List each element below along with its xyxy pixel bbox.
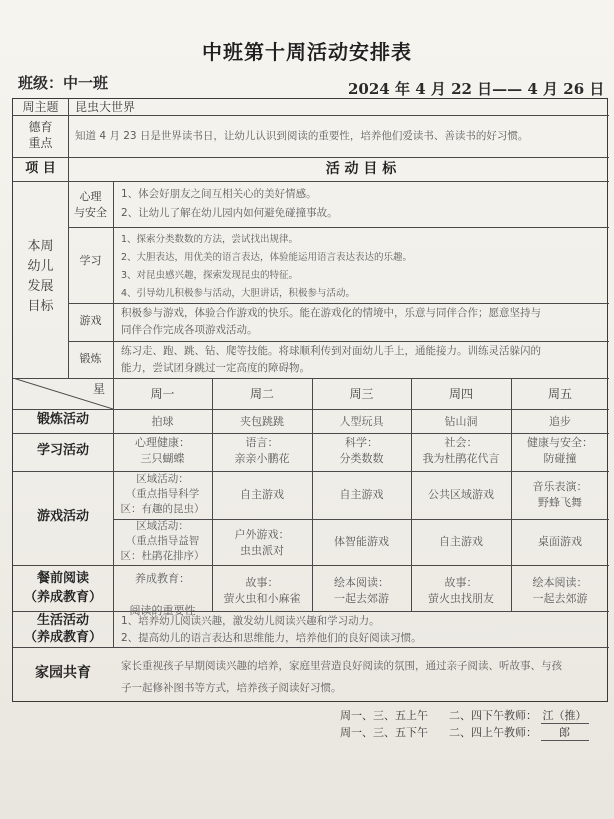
goal-line: 同伴合作完成各项游戏活动。 xyxy=(121,324,258,336)
theme-value: 昆虫大世界 xyxy=(75,100,136,114)
goals-side-label-line: 幼儿 xyxy=(27,259,54,274)
goal-line: 1、探索分类数数的方法，尝试找出规律。 xyxy=(121,234,299,245)
signature-name: 郎 xyxy=(541,724,589,741)
goals-side-label-line: 本周 xyxy=(27,239,54,254)
signature-shift: 周一、三、五下午 xyxy=(340,726,428,739)
schedule-cell: 夹包跳跳 xyxy=(240,415,284,428)
schedule-cell: 公共区域游戏 xyxy=(428,488,494,501)
row-label-game: 游戏活动 xyxy=(36,509,89,524)
goal-line: 2、让幼儿了解在幼儿园内如何避免碰撞事故。 xyxy=(121,207,338,219)
signature-shift: 周一、三、五上午 xyxy=(340,709,428,722)
row-divider xyxy=(13,565,609,566)
schedule-cell-line: 故事： xyxy=(444,576,478,589)
goal-lines-game xyxy=(121,305,605,339)
home-lines xyxy=(121,655,605,699)
moral-label-line: 德育 xyxy=(28,120,53,134)
row-label-reading xyxy=(13,569,113,607)
schedule-cell xyxy=(113,519,212,564)
row-label-line: 生活活动 xyxy=(36,613,89,628)
home-line: 家长重视孩子早期阅读兴趣的培养，家庭里营造良好阅读的氛围，通过亲子阅读、听故事、与孩 xyxy=(121,660,562,672)
schedule-cell-line: 绘本阅读： xyxy=(334,576,389,589)
goal-line: 3、对昆虫感兴趣，探索发现昆虫的特征。 xyxy=(121,270,299,281)
goals-side-label-line: 发展 xyxy=(27,279,54,294)
day-header: 周四 xyxy=(448,387,473,401)
signature-name: 江（推） xyxy=(542,709,587,722)
schedule-table xyxy=(12,98,608,702)
row-label-line: （养成教育） xyxy=(23,630,102,645)
row-divider xyxy=(68,227,609,228)
goal-lines-learning xyxy=(121,231,605,303)
row-divider xyxy=(13,181,609,182)
row-divider xyxy=(13,409,609,410)
schedule-cell-line: 绘本阅读： xyxy=(532,576,588,589)
schedule-cell-line: 亲亲小鹏花 xyxy=(234,452,290,465)
schedule-cell-line: 社会： xyxy=(444,436,478,449)
schedule-cell-line: 三只蝴蝶 xyxy=(140,452,185,465)
signature-line xyxy=(340,707,589,724)
schedule-cell-line xyxy=(113,587,212,603)
schedule-cell-line: 萤火虫找朋友 xyxy=(428,592,494,605)
schedule-cell xyxy=(113,472,212,517)
signature-teacher-label: 二、四上午教师： xyxy=(449,726,537,739)
date-range: 2024 年 4 月 22 日—— 4 月 26 日 xyxy=(348,80,605,98)
row-divider xyxy=(68,341,609,342)
schedule-cell xyxy=(511,479,609,511)
day-header: 周一 xyxy=(150,387,175,401)
schedule-cell-line: 区：杜鹃花排序） xyxy=(120,550,205,562)
goals-side-label xyxy=(13,237,68,317)
schedule-cell-line: 我为杜鹃花代言 xyxy=(422,452,500,465)
schedule-cell: 自主游戏 xyxy=(339,488,384,501)
schedule-cell-line: 分类数数 xyxy=(339,452,384,465)
schedule-cell: 自主游戏 xyxy=(240,488,284,501)
day-header: 周三 xyxy=(349,387,374,401)
schedule-cell-line: 虫虫派对 xyxy=(240,544,284,557)
schedule-cell: 体智能游戏 xyxy=(334,535,389,548)
col-divider xyxy=(68,99,69,378)
schedule-cell-line: 养成教育： xyxy=(135,572,190,585)
schedule-cell xyxy=(511,575,609,607)
day-header: 周二 xyxy=(249,387,274,401)
goals-side-label-line: 目标 xyxy=(27,299,54,314)
life-line: 2、提高幼儿的语言表达和思维能力，培养他们的良好阅读习惯。 xyxy=(121,632,422,644)
schedule-cell xyxy=(511,435,609,467)
schedule-cell-line: 语言： xyxy=(245,436,279,449)
theme-label: 周主题 xyxy=(22,100,59,114)
schedule-cell xyxy=(212,575,312,607)
schedule-cell: 自主游戏 xyxy=(439,535,483,548)
goal-area-psych xyxy=(68,189,113,221)
schedule-cell xyxy=(312,435,411,467)
moral-text: 知道 4 月 23 日是世界读书日，让幼儿认识到阅读的重要性，培养他们爱读书、善读书的好习惯。 xyxy=(75,130,529,142)
goal-line: 能力，尝试团身跳过一定高度的障碍物。 xyxy=(121,362,310,374)
schedule-cell: 桌面游戏 xyxy=(538,535,582,548)
home-line: 子一起修补图书等方式，培养孩子阅读好习惯。 xyxy=(121,682,342,694)
goal-area-exercise: 锻炼 xyxy=(79,352,102,365)
row-label-life xyxy=(13,612,113,646)
row-divider xyxy=(13,471,609,472)
schedule-cell-line: （重点指导科学 xyxy=(125,488,200,500)
moral-label xyxy=(13,119,68,151)
schedule-cell-line: 区域活动： xyxy=(136,520,189,532)
goal-area-game: 游戏 xyxy=(79,314,102,327)
schedule-cell: 人型玩具 xyxy=(339,415,384,428)
signature-line xyxy=(340,724,589,741)
schedule-cell-line: 心理健康： xyxy=(135,436,190,449)
schedule-cell xyxy=(113,571,212,619)
schedule-cell-line: 一起去郊游 xyxy=(532,592,588,605)
row-label-home: 家园共育 xyxy=(35,665,91,681)
schedule-cell xyxy=(312,575,411,607)
schedule-cell xyxy=(212,527,312,559)
goal-lines-exercise xyxy=(121,343,605,377)
row-divider xyxy=(13,647,609,648)
life-lines xyxy=(121,613,605,647)
goal-line: 4、引导幼儿积极参与活动，大胆讲话，积极参与活动。 xyxy=(121,288,356,299)
signature-teacher-label: 二、四下午教师： xyxy=(449,709,537,722)
day-header: 周五 xyxy=(547,387,572,401)
class-label: 班级：中一班 xyxy=(18,74,109,92)
schedule-cell-line: 户外游戏： xyxy=(234,528,290,541)
schedule-cell-line: 故事： xyxy=(245,576,279,589)
schedule-cell-line: 区域活动： xyxy=(136,473,189,485)
schedule-cell: 追步 xyxy=(549,415,571,428)
page-title: 中班第十周活动安排表 xyxy=(202,40,412,64)
schedule-cell-line: 一起去郊游 xyxy=(334,592,389,605)
row-label-line: 餐前阅读 xyxy=(36,571,89,586)
schedule-cell-line: 萤火虫和小麻雀 xyxy=(223,592,301,605)
schedule-cell xyxy=(411,435,511,467)
row-divider xyxy=(68,303,609,304)
row-divider xyxy=(13,157,609,158)
item-header: 项 目 xyxy=(25,161,56,176)
schedule-cell-line: 区：有趣的昆虫） xyxy=(120,503,205,515)
schedule-cell-line: 防碰撞 xyxy=(543,452,577,465)
schedule-cell xyxy=(113,435,212,467)
schedule-cell-line: 音乐表演： xyxy=(532,480,588,493)
goal-area-line: 与安全 xyxy=(74,206,107,219)
goal-line: 1、体会好朋友之间互相关心的美好情感。 xyxy=(121,188,317,200)
life-line: 1、培养幼儿阅读兴趣，激发幼儿阅读兴趣和学习动力。 xyxy=(121,615,380,627)
moral-label-line: 重点 xyxy=(28,136,53,150)
row-label-line: （养成教育） xyxy=(23,590,102,605)
col-divider xyxy=(113,181,114,378)
schedule-cell xyxy=(212,435,312,467)
schedule-cell: 拍球 xyxy=(151,415,174,428)
schedule-cell-line: 野蜂飞舞 xyxy=(538,496,582,509)
row-divider xyxy=(13,115,609,116)
schedule-cell-line: 阅读的重要性 xyxy=(129,604,196,617)
schedule-cell-line: 健康与安全： xyxy=(527,436,593,449)
goal-line: 练习走、跑、跳、钻、爬等技能。将球顺利传到对面幼儿手上，通能接力。训练灵活躲闪的 xyxy=(121,345,541,357)
row-divider xyxy=(13,433,609,434)
schedule-cell-line: 科学： xyxy=(345,436,378,449)
schedule-cell xyxy=(411,575,511,607)
row-label-exercise: 锻炼活动 xyxy=(36,412,89,427)
goal-area-learning: 学习 xyxy=(79,254,102,267)
row-label-learning: 学习活动 xyxy=(36,443,89,458)
corner-label: 星 xyxy=(93,382,106,396)
schedule-cell: 钻山洞 xyxy=(444,415,478,428)
goal-line: 2、大胆表达，用优美的语言表达，体验能运用语言表达表达的乐趣。 xyxy=(121,252,413,263)
schedule-cell-line: （重点指导益智 xyxy=(125,535,200,547)
goals-title: 活 动 目 标 xyxy=(325,161,397,177)
goal-line: 积极参与游戏，体验合作游戏的快乐。能在游戏化的情境中，乐意与同伴合作；愿意坚持与 xyxy=(121,307,541,319)
goal-lines-psych xyxy=(121,185,605,223)
goal-area-line: 心理 xyxy=(79,190,102,203)
